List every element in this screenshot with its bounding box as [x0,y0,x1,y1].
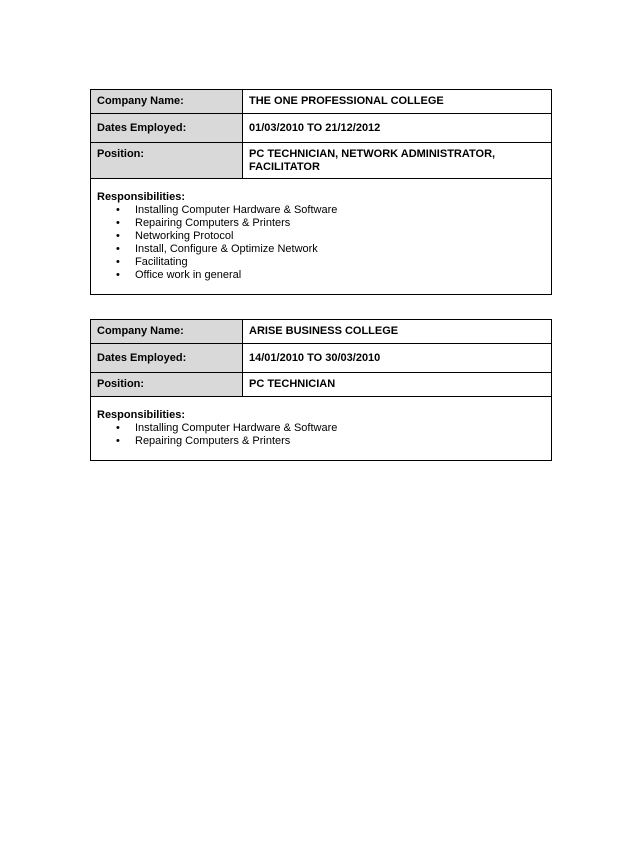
list-item [97,422,545,435]
position-label: Position: [91,373,243,397]
position-line-1: PC TECHNICIAN, NETWORK ADMINISTRATOR, [249,148,496,160]
job-table-2 [90,319,552,461]
bullet-icon: • [116,204,120,216]
responsibilities-cell [91,397,552,461]
dates-label: Dates Employed: [91,344,243,373]
position-row [91,143,552,179]
list-item-text: Repairing Computers & Printers [135,217,291,229]
list-item [97,217,545,230]
list-item [97,435,545,448]
company-label: Company Name: [91,90,243,114]
responsibilities-cell [91,179,552,295]
bullet-icon: • [116,217,120,229]
bullet-icon: • [116,243,120,255]
company-row [91,320,552,344]
company-value: ARISE BUSINESS COLLEGE [243,320,552,344]
responsibilities-row [91,179,552,295]
dates-label: Dates Employed: [91,114,243,143]
list-item-text: Networking Protocol [135,230,234,242]
list-item [97,269,545,282]
responsibilities-title: Responsibilities: [97,409,186,421]
responsibilities-list [97,204,545,282]
bullet-icon: • [116,256,120,268]
responsibilities-list [97,422,545,448]
position-value: PC TECHNICIAN [243,373,552,397]
list-item-text: Repairing Computers & Printers [135,435,291,447]
responsibilities-title: Responsibilities: [97,191,186,203]
dates-row [91,114,552,143]
list-item [97,256,545,269]
bullet-icon: • [116,230,120,242]
bullet-icon: • [116,422,120,434]
position-value [243,143,552,179]
list-item-text: Installing Computer Hardware & Software [135,422,338,434]
company-value: THE ONE PROFESSIONAL COLLEGE [243,90,552,114]
dates-value: 01/03/2010 TO 21/12/2012 [243,114,552,143]
position-row [91,373,552,397]
dates-row [91,344,552,373]
company-row [91,90,552,114]
responsibilities-row [91,397,552,461]
position-label: Position: [91,143,243,179]
bullet-icon: • [116,435,120,447]
company-label: Company Name: [91,320,243,344]
list-item-text: Office work in general [135,269,242,281]
position-line-2: FACILITATOR [249,161,320,173]
job-table-1 [90,89,552,295]
list-item-text: Install, Configure & Optimize Network [135,243,318,255]
list-item [97,204,545,217]
list-item [97,230,545,243]
list-item [97,243,545,256]
list-item-text: Installing Computer Hardware & Software [135,204,338,216]
list-item-text: Facilitating [135,256,188,268]
bullet-icon: • [116,269,120,281]
dates-value: 14/01/2010 TO 30/03/2010 [243,344,552,373]
